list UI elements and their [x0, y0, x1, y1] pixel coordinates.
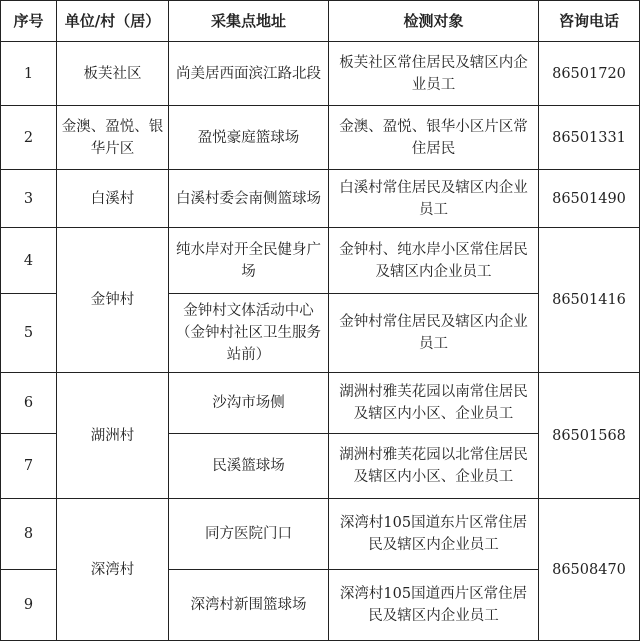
- cell-target: 板芙社区常住居民及辖区内企业员工: [329, 42, 539, 106]
- table-row: [1, 106, 640, 170]
- table-row: [1, 373, 640, 434]
- cell-address: 沙沟市场侧: [169, 373, 329, 434]
- cell-no: 4: [1, 228, 57, 294]
- cell-no: 8: [1, 499, 57, 570]
- cell-no: 6: [1, 373, 57, 434]
- cell-phone: 86501568: [539, 373, 640, 499]
- cell-phone: 86501416: [539, 228, 640, 373]
- cell-target: 湖洲村雅芙花园以南常住居民及辖区内小区、企业员工: [329, 373, 539, 434]
- cell-target: 深湾村105国道东片区常住居民及辖区内企业员工: [329, 499, 539, 570]
- cell-address: 民溪篮球场: [169, 434, 329, 499]
- header-row: [1, 1, 640, 42]
- table-row: [1, 42, 640, 106]
- cell-unit: 板芙社区: [57, 42, 169, 106]
- cell-no: 1: [1, 42, 57, 106]
- cell-phone: 86501720: [539, 42, 640, 106]
- cell-address: 纯水岸对开全民健身广场: [169, 228, 329, 294]
- table-row: [1, 499, 640, 570]
- cell-phone: 86508470: [539, 499, 640, 641]
- cell-address: 深湾村新围篮球场: [169, 570, 329, 641]
- header-target: 检测对象: [329, 1, 539, 42]
- cell-no: 2: [1, 106, 57, 170]
- cell-target: 金钟村常住居民及辖区内企业员工: [329, 294, 539, 373]
- cell-unit: 白溪村: [57, 170, 169, 228]
- header-no: 序号: [1, 1, 57, 42]
- cell-address: 同方医院门口: [169, 499, 329, 570]
- cell-no: 5: [1, 294, 57, 373]
- cell-unit: 深湾村: [57, 499, 169, 641]
- cell-address: 盈悦豪庭篮球场: [169, 106, 329, 170]
- cell-unit: 金澳、盈悦、银华片区: [57, 106, 169, 170]
- cell-target: 湖洲村雅芙花园以北常住居民及辖区内小区、企业员工: [329, 434, 539, 499]
- cell-no: 9: [1, 570, 57, 641]
- cell-address: 白溪村委会南侧篮球场: [169, 170, 329, 228]
- header-unit: 单位/村（居）: [57, 1, 169, 42]
- cell-address: 金钟村文体活动中心（金钟村社区卫生服务站前）: [169, 294, 329, 373]
- cell-unit: 湖洲村: [57, 373, 169, 499]
- cell-no: 7: [1, 434, 57, 499]
- cell-target: 金钟村、纯水岸小区常住居民及辖区内企业员工: [329, 228, 539, 294]
- header-address: 采集点地址: [169, 1, 329, 42]
- table-row: [1, 228, 640, 294]
- cell-phone: 86501490: [539, 170, 640, 228]
- header-phone: 咨询电话: [539, 1, 640, 42]
- cell-target: 金澳、盈悦、银华小区片区常住居民: [329, 106, 539, 170]
- cell-phone: 86501331: [539, 106, 640, 170]
- cell-no: 3: [1, 170, 57, 228]
- cell-target: 深湾村105国道西片区常住居民及辖区内企业员工: [329, 570, 539, 641]
- cell-target: 白溪村常住居民及辖区内企业员工: [329, 170, 539, 228]
- table-row: [1, 170, 640, 228]
- cell-address: 尚美居西面滨江路北段: [169, 42, 329, 106]
- cell-unit: 金钟村: [57, 228, 169, 373]
